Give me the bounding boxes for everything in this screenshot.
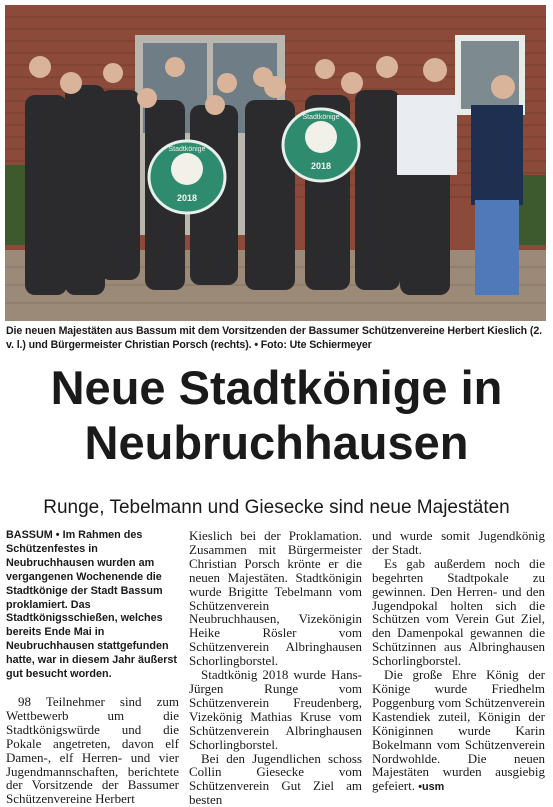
headline	[0, 360, 553, 470]
article-paragraph: Kieslich bei der Proklamation. Zusammen mit Bürgermeister Christian Porsch krönte er die neuen Majestäten. Stadtkönigin wurde Brigitte Tebelmann vom Schützenverein Neubruchhausen, Vizekönigin Heike Rösler vom Schützenverein Albringhausen Schorlingborstel.	[189, 529, 362, 668]
plaque-left-text: Stadtkönige	[169, 146, 206, 153]
photo-illustration	[5, 5, 546, 321]
author-signature: •usm	[418, 781, 444, 793]
photo-caption: Die neuen Majestäten aus Bassum mit dem Vorsitzenden der Bassumer Schützenvereine Herbert Kieslich (2. v. l.) und Bürgermeister Christian Porsch (rechts). • Foto: Ute Schiermeyer	[6, 324, 547, 352]
article-paragraph-text: Die große Ehre König der Könige wurde Friedhelm Poggenburg vom Schützenverein Kastendiek zuteil, Königin der Königinnen wurde Karin Bokelmann vom Schützenverein Nordwohlde. Die neuen Majestäten wurden ausgiebig gefeiert.	[372, 667, 545, 793]
plaque-right-text: Stadtkönige	[303, 114, 340, 121]
subheadline: Runge, Tebelmann und Giesecke sind neue Majestäten	[0, 496, 553, 520]
article-paragraph: 98 Teilnehmer sind zum Wettbewerb um die Stadtkönigswürde und die Pokale angetreten, davon elf Damen-, elf Herren- und vier Jugendmannschaften, berichtete der Vorsitzende der Bassumer Schützenvereine Herbert	[6, 695, 179, 806]
article-paragraph	[372, 668, 545, 795]
plaque-left-year: 2018	[177, 193, 197, 203]
plaque-left	[149, 141, 225, 213]
headline-line-2: Neubruchhausen	[0, 415, 553, 470]
article-column-1	[6, 529, 179, 806]
group-photo	[5, 5, 546, 321]
headline-line-1: Neue Stadtkönige in	[0, 360, 553, 415]
article-paragraph: Es gab außerdem noch die begehrten Stadtpokale zu gewinnen. Den Herren- und den Jugendpokal holten sich die Schützen vom Verein Gut Ziel, den Damenpokal gewannen die Schützinnen aus Albringhausen Schorlingborstel.	[372, 557, 545, 668]
article-lead: BASSUM • Im Rahmen des Schützenfestes in Neubruchhausen wurden am vergangenen Wochenende die Stadtkönige der Stadt Bassum proklamiert. Das Stadtkönigsschießen, welches bereits Ende Mai in Neubruchhausen stattgefunden hatte, war in diesem Jahr äußerst gut besucht worden.	[6, 529, 179, 682]
article-paragraph: Stadtkönig 2018 wurde Hans-Jürgen Runge vom Schützenverein Freudenberg, Vizekönig Mathias Kruse vom Schützenverein Albringhausen Schorlingborstel.	[189, 668, 362, 751]
author-initials: usm	[422, 781, 444, 793]
plaque-right	[283, 109, 359, 181]
article-column-3	[372, 529, 545, 795]
article-column-2	[189, 529, 362, 807]
article-paragraph: und wurde somit Jugendkönig der Stadt.	[372, 529, 545, 557]
plaque-right-year: 2018	[311, 161, 331, 171]
article-paragraph: Bei den Jugendlichen schoss Collin Giesecke vom Schützenverein Gut Ziel am besten	[189, 752, 362, 807]
